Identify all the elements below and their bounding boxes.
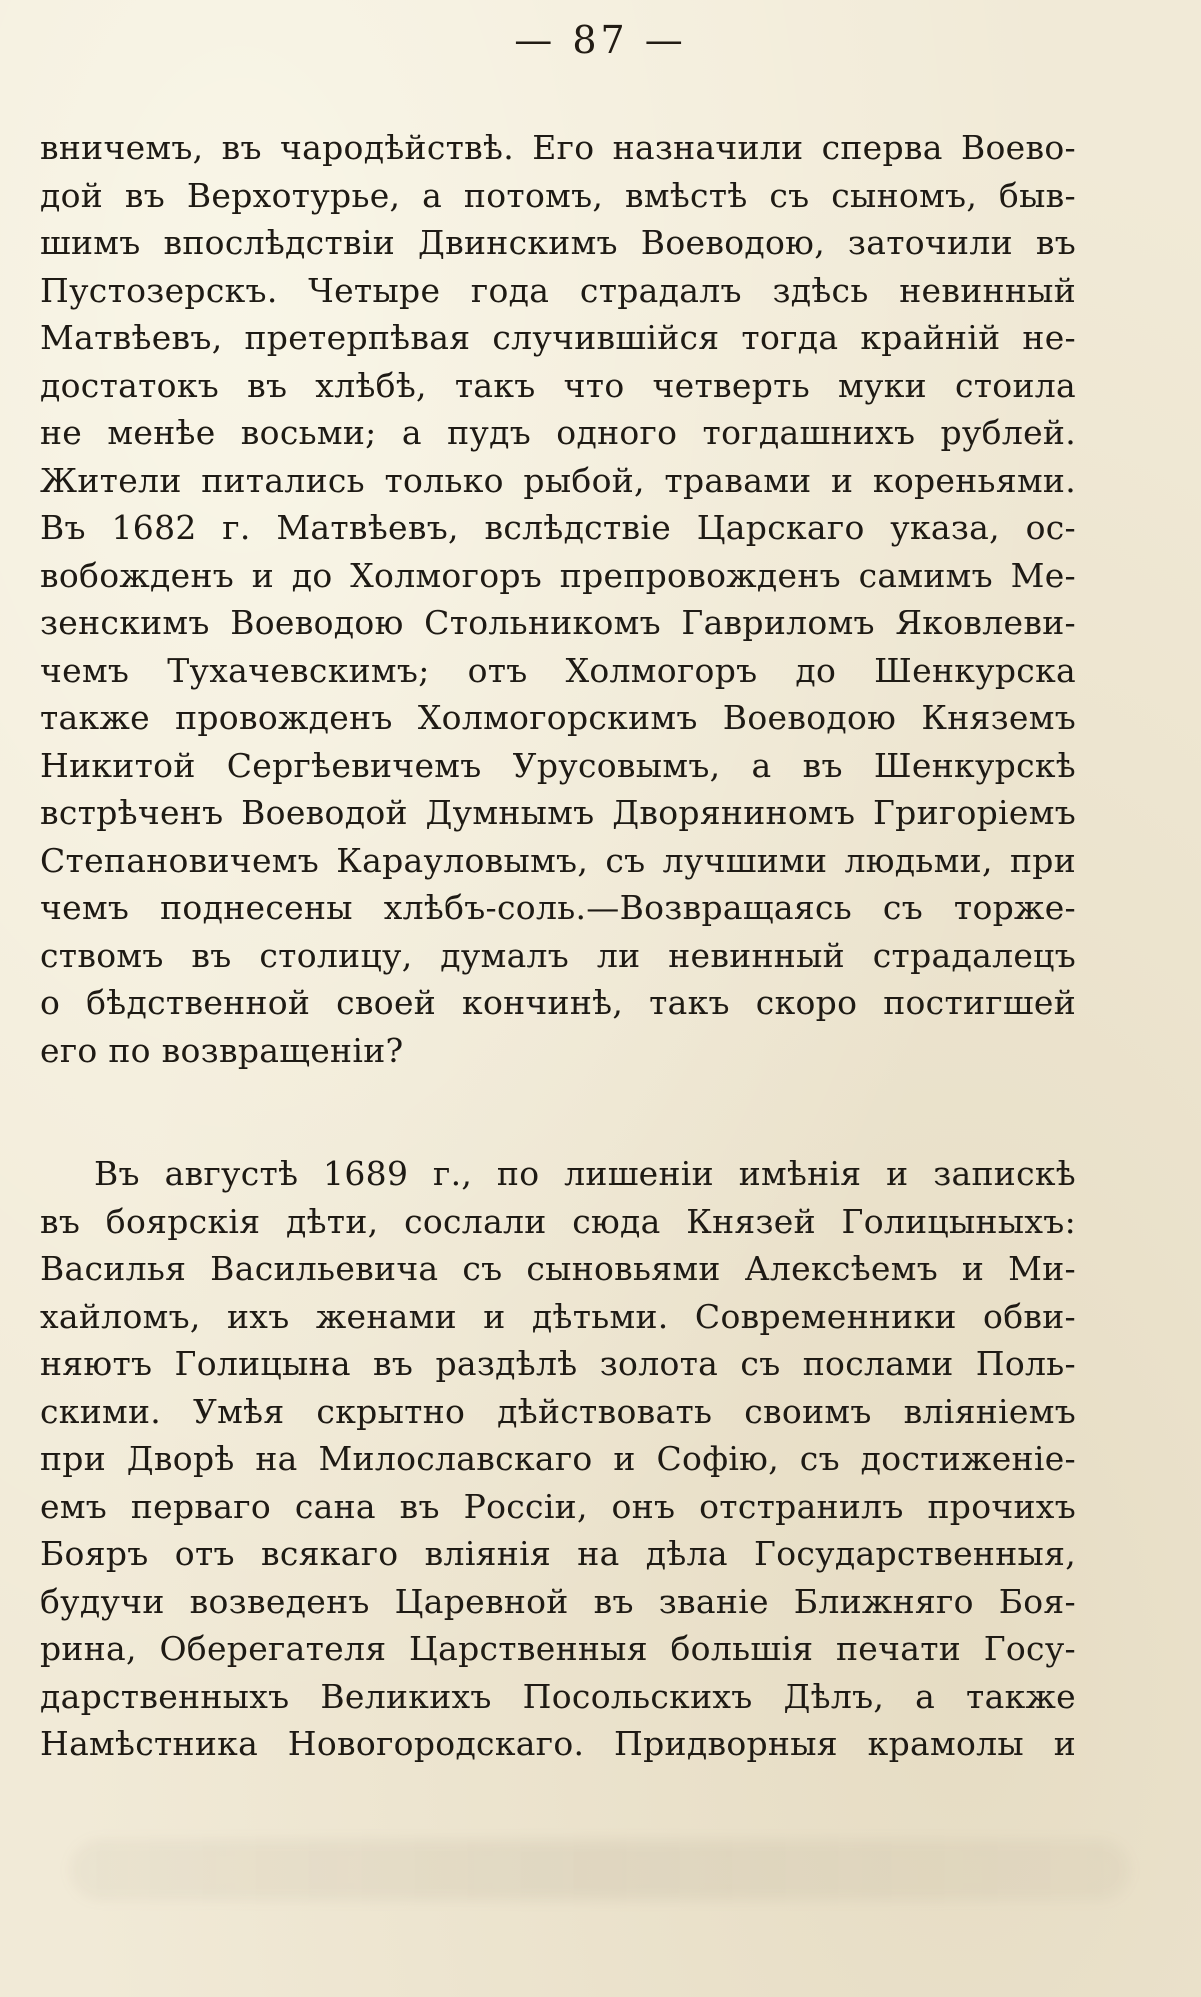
text-line: о бѣдственной своей кончинѣ, такъ скоро постигшей [40,983,1076,1022]
text-line: дарственныхъ Великихъ Посольскихъ Дѣлъ, а также [40,1676,1076,1716]
text-line: Степановичемъ Карауловымъ, съ лучшими людьми, при [40,840,1076,880]
text-line: рина, Оберегателя Царственныя большія печати Госу- [40,1629,1076,1668]
text-line: няютъ Голицына въ раздѣлѣ золота съ послами Поль- [40,1344,1076,1383]
text-line: Бояръ отъ всякаго вліянія на дѣла Государственныя, [40,1534,1076,1573]
paragraph-2 [40,1150,1076,1768]
text-line: зенскимъ Воеводою Стольникомъ Гавриломъ Яковлеви- [40,603,1076,642]
text-line: Никитой Сергѣевичемъ Урусовымъ, а въ Шенкурскѣ [40,745,1076,785]
text-line: также провожденъ Холмогорскимъ Воеводою Княземъ [40,698,1076,737]
text-line: достатокъ въ хлѣбѣ, такъ что четверть муки стоила [40,365,1076,405]
text-line: шимъ впослѣдствіи Двинскимъ Воеводою, заточили въ [40,223,1076,262]
text-line: при Дворѣ на Милославскаго и Софію, съ достиженіе- [40,1439,1076,1478]
text-line: Намѣстника Новогородскаго. Придворныя крамолы и [40,1724,1076,1763]
text-line: Въ 1682 г. Матвѣевъ, вслѣдствіе Царскаго указа, ос- [40,508,1076,547]
paragraph-1 [40,124,1076,1074]
text-line: Матвѣевъ, претерпѣвая случившійся тогда крайній не- [40,318,1076,357]
text-line: Въ августѣ 1689 г., по лишеніи имѣнія и запискѣ [94,1154,1076,1193]
text-line: не менѣе восьми; а пудъ одного тогдашнихъ рублей. [40,413,1076,452]
text-line: хайломъ, ихъ женами и дѣтьми. Современники обви- [40,1296,1076,1336]
text-line: Жители питались только рыбой, травами и кореньями. [40,460,1076,500]
page-number: — 87 — [514,18,687,62]
text-line: его по возвращеніи? [40,1030,404,1070]
text-line: чемъ Тухачевскимъ; отъ Холмогоръ до Шенкурска [40,650,1076,690]
text-line: чемъ поднесены хлѣбъ-соль.—Возвращаясь съ торже- [40,888,1076,927]
text-line: встрѣченъ Воеводой Думнымъ Дворяниномъ Григоріемъ [40,793,1076,832]
text-line: вобожденъ и до Холмогоръ препровожденъ самимъ Ме- [40,555,1076,595]
text-line: ствомъ въ столицу, думалъ ли невинный страдалецъ [40,935,1076,975]
show-through-bleed [70,1840,1130,1900]
text-line: вничемъ, въ чародѣйствѣ. Его назначили сперва Воево- [40,128,1076,167]
text-line: емъ перваго сана въ Россіи, онъ отстранилъ прочихъ [40,1486,1076,1526]
text-line: Пустозерскъ. Четыре года страдалъ здѣсь невинный [40,270,1076,310]
text-line: Василья Васильевича съ сыновьями Алексѣемъ и Ми- [40,1249,1076,1288]
text-line: скими. Умѣя скрытно дѣйствовать своимъ вліяніемъ [40,1391,1076,1431]
text-line: дой въ Верхотурье, а потомъ, вмѣстѣ съ сыномъ, быв- [40,175,1076,215]
text-line: въ боярскія дѣти, сослали сюда Князей Голицыныхъ: [40,1201,1076,1241]
text-line: будучи возведенъ Царевной въ званіе Ближняго Боя- [40,1581,1076,1621]
